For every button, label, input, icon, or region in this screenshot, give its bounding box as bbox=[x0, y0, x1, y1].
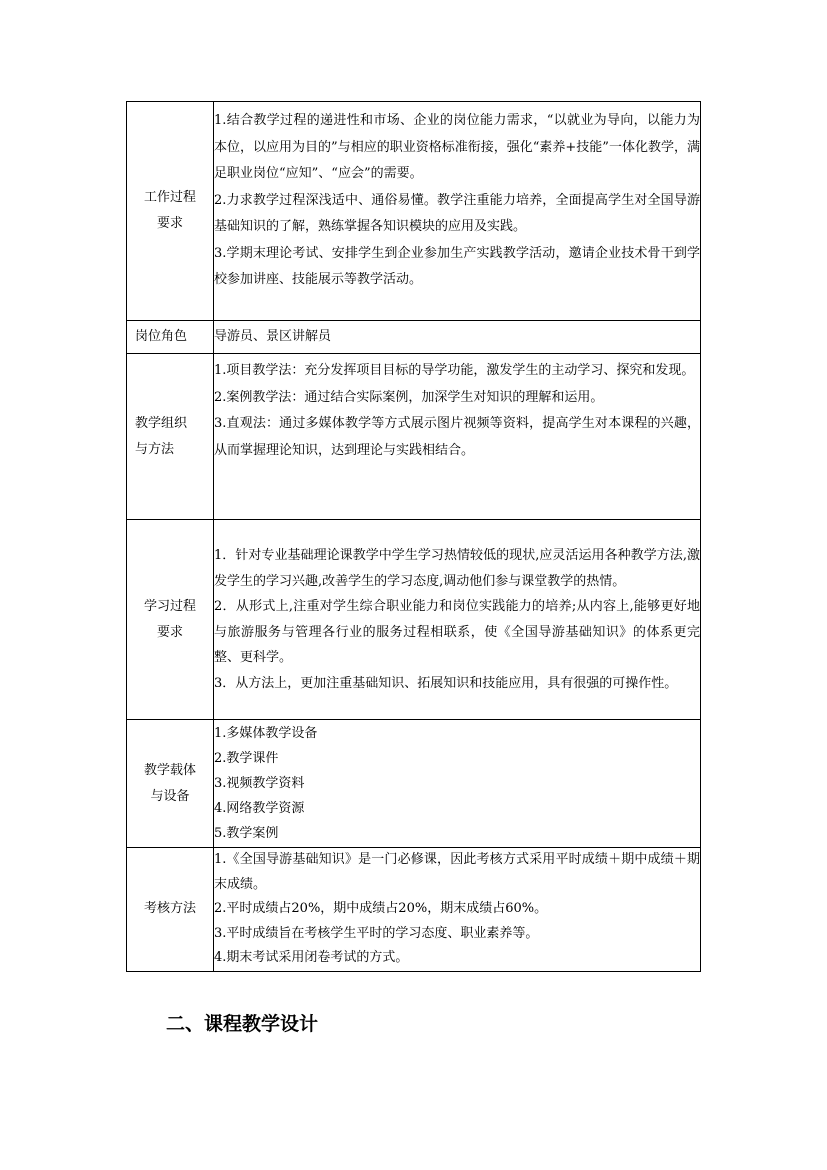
list-item: 4.期末考试采用闭卷考试的方式。 bbox=[214, 950, 409, 965]
list-item: 3.视频教学资料 bbox=[214, 776, 305, 791]
row-label: 考核方法 bbox=[127, 848, 214, 972]
row-content bbox=[214, 720, 701, 848]
list-item: 2.案例教学法：通过结合实际案例，加深学生对知识的理解和运用。 bbox=[214, 389, 604, 405]
list-item: 1．针对专业基础理论课教学中学生学习热情较低的现状,应灵活运用各种教学方法,激发学生的学习兴趣,改善学生的学习态度,调动他们参与课堂教学的热情。 bbox=[214, 548, 700, 589]
table-row-teaching-equipment bbox=[127, 720, 701, 848]
list-item: 2．从形式上,注重对学生综合职业能力和岗位实践能力的培养;从内容上,能够更好地与旅游服务与管理各行业的服务过程相联系，使《全国导游基础知识》的体系更完整、更科学。 bbox=[214, 599, 700, 665]
row-label: 教学组织 与方法 bbox=[127, 354, 214, 520]
list-item: 1.多媒体教学设备 bbox=[214, 726, 318, 741]
table-row-job-role bbox=[127, 321, 701, 354]
list-item: 1.项目教学法：充分发挥项目目标的导学功能，激发学生的主动学习、探究和发现。 bbox=[214, 363, 695, 378]
list-item: 2.教学课件 bbox=[214, 751, 279, 766]
list-item: 3.学期末理论考试、安排学生到企业参加生产实践教学活动，邀请企业技术骨干到学校参加讲座、技能展示等教学活动。 bbox=[214, 245, 700, 287]
section-heading: 二、课程教学设计 bbox=[166, 1013, 319, 1035]
row-content bbox=[214, 848, 701, 972]
list-item: 1.《全国导游基础知识》是一门必修课，因此考核方式采用平时成绩＋期中成绩＋期末成绩。 bbox=[214, 852, 700, 892]
table-row-learning-process bbox=[127, 520, 701, 720]
table-row-work-process bbox=[127, 102, 701, 321]
row-content bbox=[214, 354, 701, 520]
list-item: 2.平时成绩占20%，期中成绩占20%，期末成绩占60%。 bbox=[214, 901, 548, 916]
row-label: 岗位角色 bbox=[127, 321, 214, 354]
list-item: 2.力求教学过程深浅适中、通俗易懂。教学注重能力培养，全面提高学生对全国导游基础知识的了解，熟练掌握各知识模块的应用及实践。 bbox=[214, 192, 700, 234]
list-item: 3.平时成绩旨在考核学生平时的学习态度、职业素养等。 bbox=[214, 925, 539, 941]
list-item: 5.教学案例 bbox=[214, 826, 279, 841]
list-item: 3.直观法：通过多媒体教学等方式展示图片视频等资料，提高学生对本课程的兴趣，从而掌握理论知识，达到理论与实践相结合。 bbox=[214, 416, 700, 458]
table-row-assessment bbox=[127, 848, 701, 972]
row-content bbox=[214, 102, 701, 321]
list-item: 导游员、景区讲解员 bbox=[214, 328, 332, 344]
course-info-table bbox=[126, 101, 701, 972]
row-label: 教学载体 与设备 bbox=[127, 720, 214, 848]
row-content bbox=[214, 520, 701, 720]
row-label: 工作过程 要求 bbox=[127, 102, 214, 321]
row-label: 学习过程 要求 bbox=[127, 520, 214, 720]
table-row-teaching-methods bbox=[127, 354, 701, 520]
row-content bbox=[214, 321, 701, 354]
list-item: 4.网络教学资源 bbox=[214, 801, 305, 816]
list-item: 3．从方法上，更加注重基础知识、拓展知识和技能应用，具有很强的可操作性。 bbox=[214, 675, 678, 691]
list-item: 1.结合教学过程的递进性和市场、企业的岗位能力需求，“以就业为导向，以能力为本位，以应用为目的”与相应的职业资格标准衔接，强化“素养+技能”一体化教学，满足职业岗位“应知”、“应会”的需要。 bbox=[214, 113, 700, 181]
